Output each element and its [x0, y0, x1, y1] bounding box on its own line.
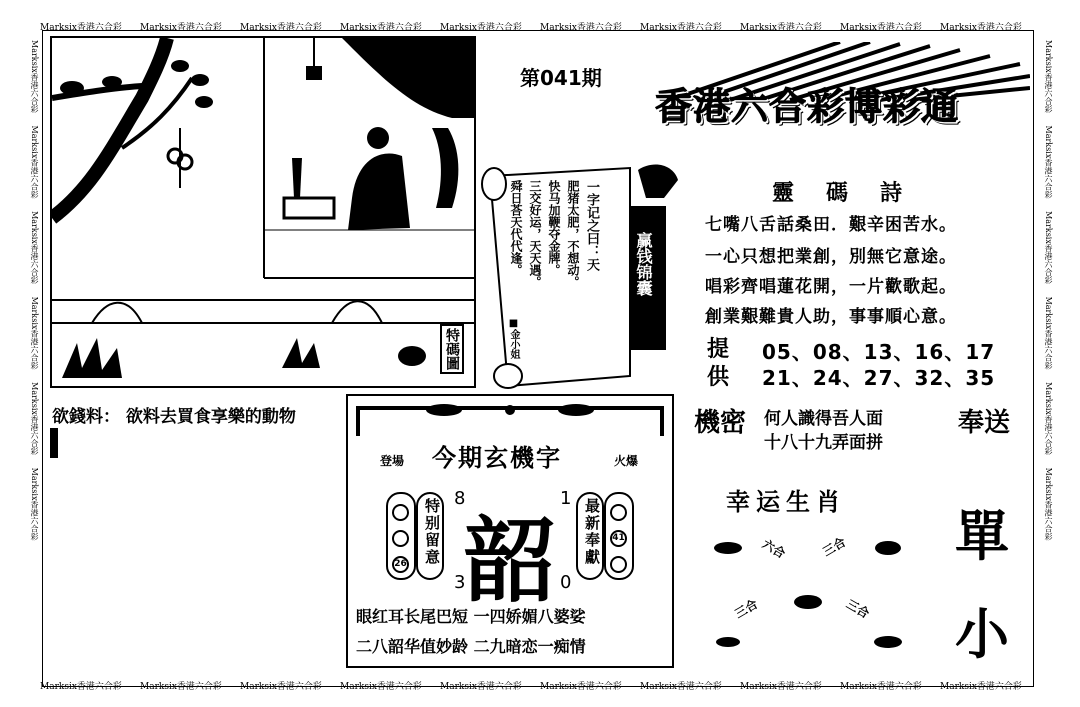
watermark-text: Marksix香港六合彩: [30, 296, 39, 370]
secret-line-2: 十八十九弄面拼: [764, 433, 883, 453]
watermark-text: Marksix香港六合彩: [740, 682, 822, 692]
picture-label: 特碼圖: [440, 324, 464, 374]
scroll-header: 一字记之曰：天: [584, 180, 599, 271]
watermark-text: Marksix香港六合彩: [440, 23, 522, 33]
watermark-text: Marksix香港六合彩: [840, 682, 922, 692]
mystery-line-1: 眼红耳长尾巴短 一四娇媚八婆娑: [356, 607, 586, 626]
rabbit-icon: [716, 637, 740, 647]
pig-icon: [875, 541, 901, 555]
ornament-border: [354, 400, 666, 440]
zodiac-tag: 三合: [820, 534, 849, 559]
watermark-text: Marksix香港六合彩: [440, 682, 522, 692]
watermark-text: Marksix香港六合彩: [30, 40, 39, 113]
watermark-right: [1040, 40, 1054, 680]
watermark-text: Marksix香港六合彩: [40, 23, 122, 33]
poem-title: 靈碼詩: [772, 180, 935, 206]
watermark-text: Marksix香港六合彩: [940, 23, 1022, 33]
watermark-text: Marksix香港六合彩: [640, 682, 722, 692]
mystery-header-title: 今期玄機字: [432, 443, 562, 472]
watermark-text: Marksix香港六合彩: [1044, 467, 1053, 541]
numbers-row-2: 21、24、27、32、35: [762, 366, 996, 390]
zodiac-tag: 三合: [843, 596, 872, 621]
right-label-pill: [576, 492, 604, 580]
scroll-line: 快马加鞭夺金牌。: [547, 180, 561, 276]
circle-marker: [392, 504, 409, 521]
scroll-line: 肥猪太肥，不想动。: [566, 180, 580, 288]
mystery-line-2: 二八韶华值妙龄 二九暗恋一痴情: [356, 637, 586, 656]
watermark-text: Marksix香港六合彩: [540, 23, 622, 33]
goat-icon: [794, 595, 822, 609]
right-label: 最新奉獻: [583, 498, 601, 566]
watermark-text: Marksix香港六合彩: [40, 682, 122, 692]
watermark-text: Marksix香港六合彩: [840, 23, 922, 33]
corner-tl: 8: [454, 488, 466, 509]
watermark-text: Marksix香港六合彩: [240, 23, 322, 33]
ox-icon: [874, 636, 902, 648]
circle-marker: 26: [392, 556, 409, 573]
watermark-text: Marksix香港六合彩: [1044, 296, 1053, 370]
circle-marker: 41: [610, 530, 627, 547]
zodiac-tag: 三合: [732, 596, 761, 621]
corner-bl: 3: [454, 572, 466, 593]
lucky-title: 幸运生肖: [726, 487, 846, 516]
scroll-content: [508, 180, 599, 288]
right-circles-pill: [604, 492, 634, 580]
numbers-row-1: 05、08、13、16、17: [762, 340, 996, 364]
corner-tr: 1: [560, 488, 572, 509]
scroll-line: 舜日荅天代代逢。: [509, 180, 523, 276]
watermark-text: Marksix香港六合彩: [540, 682, 622, 692]
watermark-text: Marksix香港六合彩: [1044, 211, 1053, 284]
left-label: 特别留意: [423, 498, 441, 566]
riddle-title: 欲錢料：: [52, 407, 120, 427]
left-circles-pill: [386, 492, 416, 580]
special-code-picture: [50, 36, 476, 388]
riddle-marker: [50, 428, 58, 458]
watermark-text: Marksix香港六合彩: [1044, 40, 1053, 113]
mystery-header-right: 火爆: [614, 454, 639, 468]
watermark-text: Marksix香港六合彩: [740, 23, 822, 33]
zodiac-tag: 六合: [759, 536, 788, 561]
watermark-text: Marksix香港六合彩: [940, 682, 1022, 692]
mystery-character: 韶: [464, 507, 557, 615]
circle-marker: [610, 556, 627, 573]
watermark-text: Marksix香港六合彩: [640, 23, 722, 33]
scroll-banner: 赢钱锦囊: [634, 232, 653, 296]
watermark-left: [26, 40, 40, 680]
poem-line: 一心只想把業創，別無它意途。: [705, 247, 957, 267]
watermark-text: Marksix香港六合彩: [340, 23, 422, 33]
watermark-text: Marksix香港六合彩: [340, 682, 422, 692]
watermark-text: Marksix香港六合彩: [140, 682, 222, 692]
watermark-text: Marksix香港六合彩: [1044, 382, 1053, 455]
left-label-pill: [416, 492, 444, 580]
zodiac-animals: [708, 530, 918, 660]
numbers-label-bottom: 供: [707, 364, 730, 390]
scroll-author: ■金小姐: [508, 318, 519, 359]
watermark-text: Marksix香港六合彩: [30, 467, 39, 541]
secret-line-1: 何人識得吾人面: [764, 409, 883, 429]
watermark-text: Marksix香港六合彩: [140, 23, 222, 33]
lucky-small: 小: [955, 603, 1009, 666]
circle-marker: [610, 504, 627, 521]
secret-label: 機密: [694, 408, 747, 438]
mystery-box: [346, 394, 674, 668]
brand-title: 香港六合彩博彩通: [655, 84, 959, 128]
horse-icon: [714, 542, 742, 554]
lucky-single: 單: [955, 505, 1009, 568]
secret-gift: 奉送: [958, 408, 1011, 438]
riddle: [52, 402, 296, 427]
numbers-label-top: 提: [707, 336, 730, 362]
circle-marker: [392, 530, 409, 547]
watermark-text: Marksix香港六合彩: [240, 682, 322, 692]
corner-br: 0: [560, 572, 572, 593]
watermark-text: Marksix香港六合彩: [1044, 125, 1053, 199]
ink-illustration: [52, 38, 474, 386]
scroll-line: 三交好运，天天遇。: [528, 180, 542, 288]
watermark-text: Marksix香港六合彩: [30, 211, 39, 284]
poem-line: 唱彩齊唱蓮花開，一片歡歌起。: [705, 277, 957, 297]
poem-line: 創業艱難貴人助，事事順心意。: [705, 307, 957, 327]
riddle-text: 欲料去買食享樂的動物: [125, 407, 296, 427]
poem-line: 七嘴八舌話桑田．艱辛困苦水。: [705, 215, 957, 235]
watermark-text: Marksix香港六合彩: [30, 382, 39, 455]
mystery-header-left: 登場: [380, 454, 405, 468]
watermark-text: Marksix香港六合彩: [30, 125, 39, 199]
issue-number: 第041期: [520, 66, 602, 90]
